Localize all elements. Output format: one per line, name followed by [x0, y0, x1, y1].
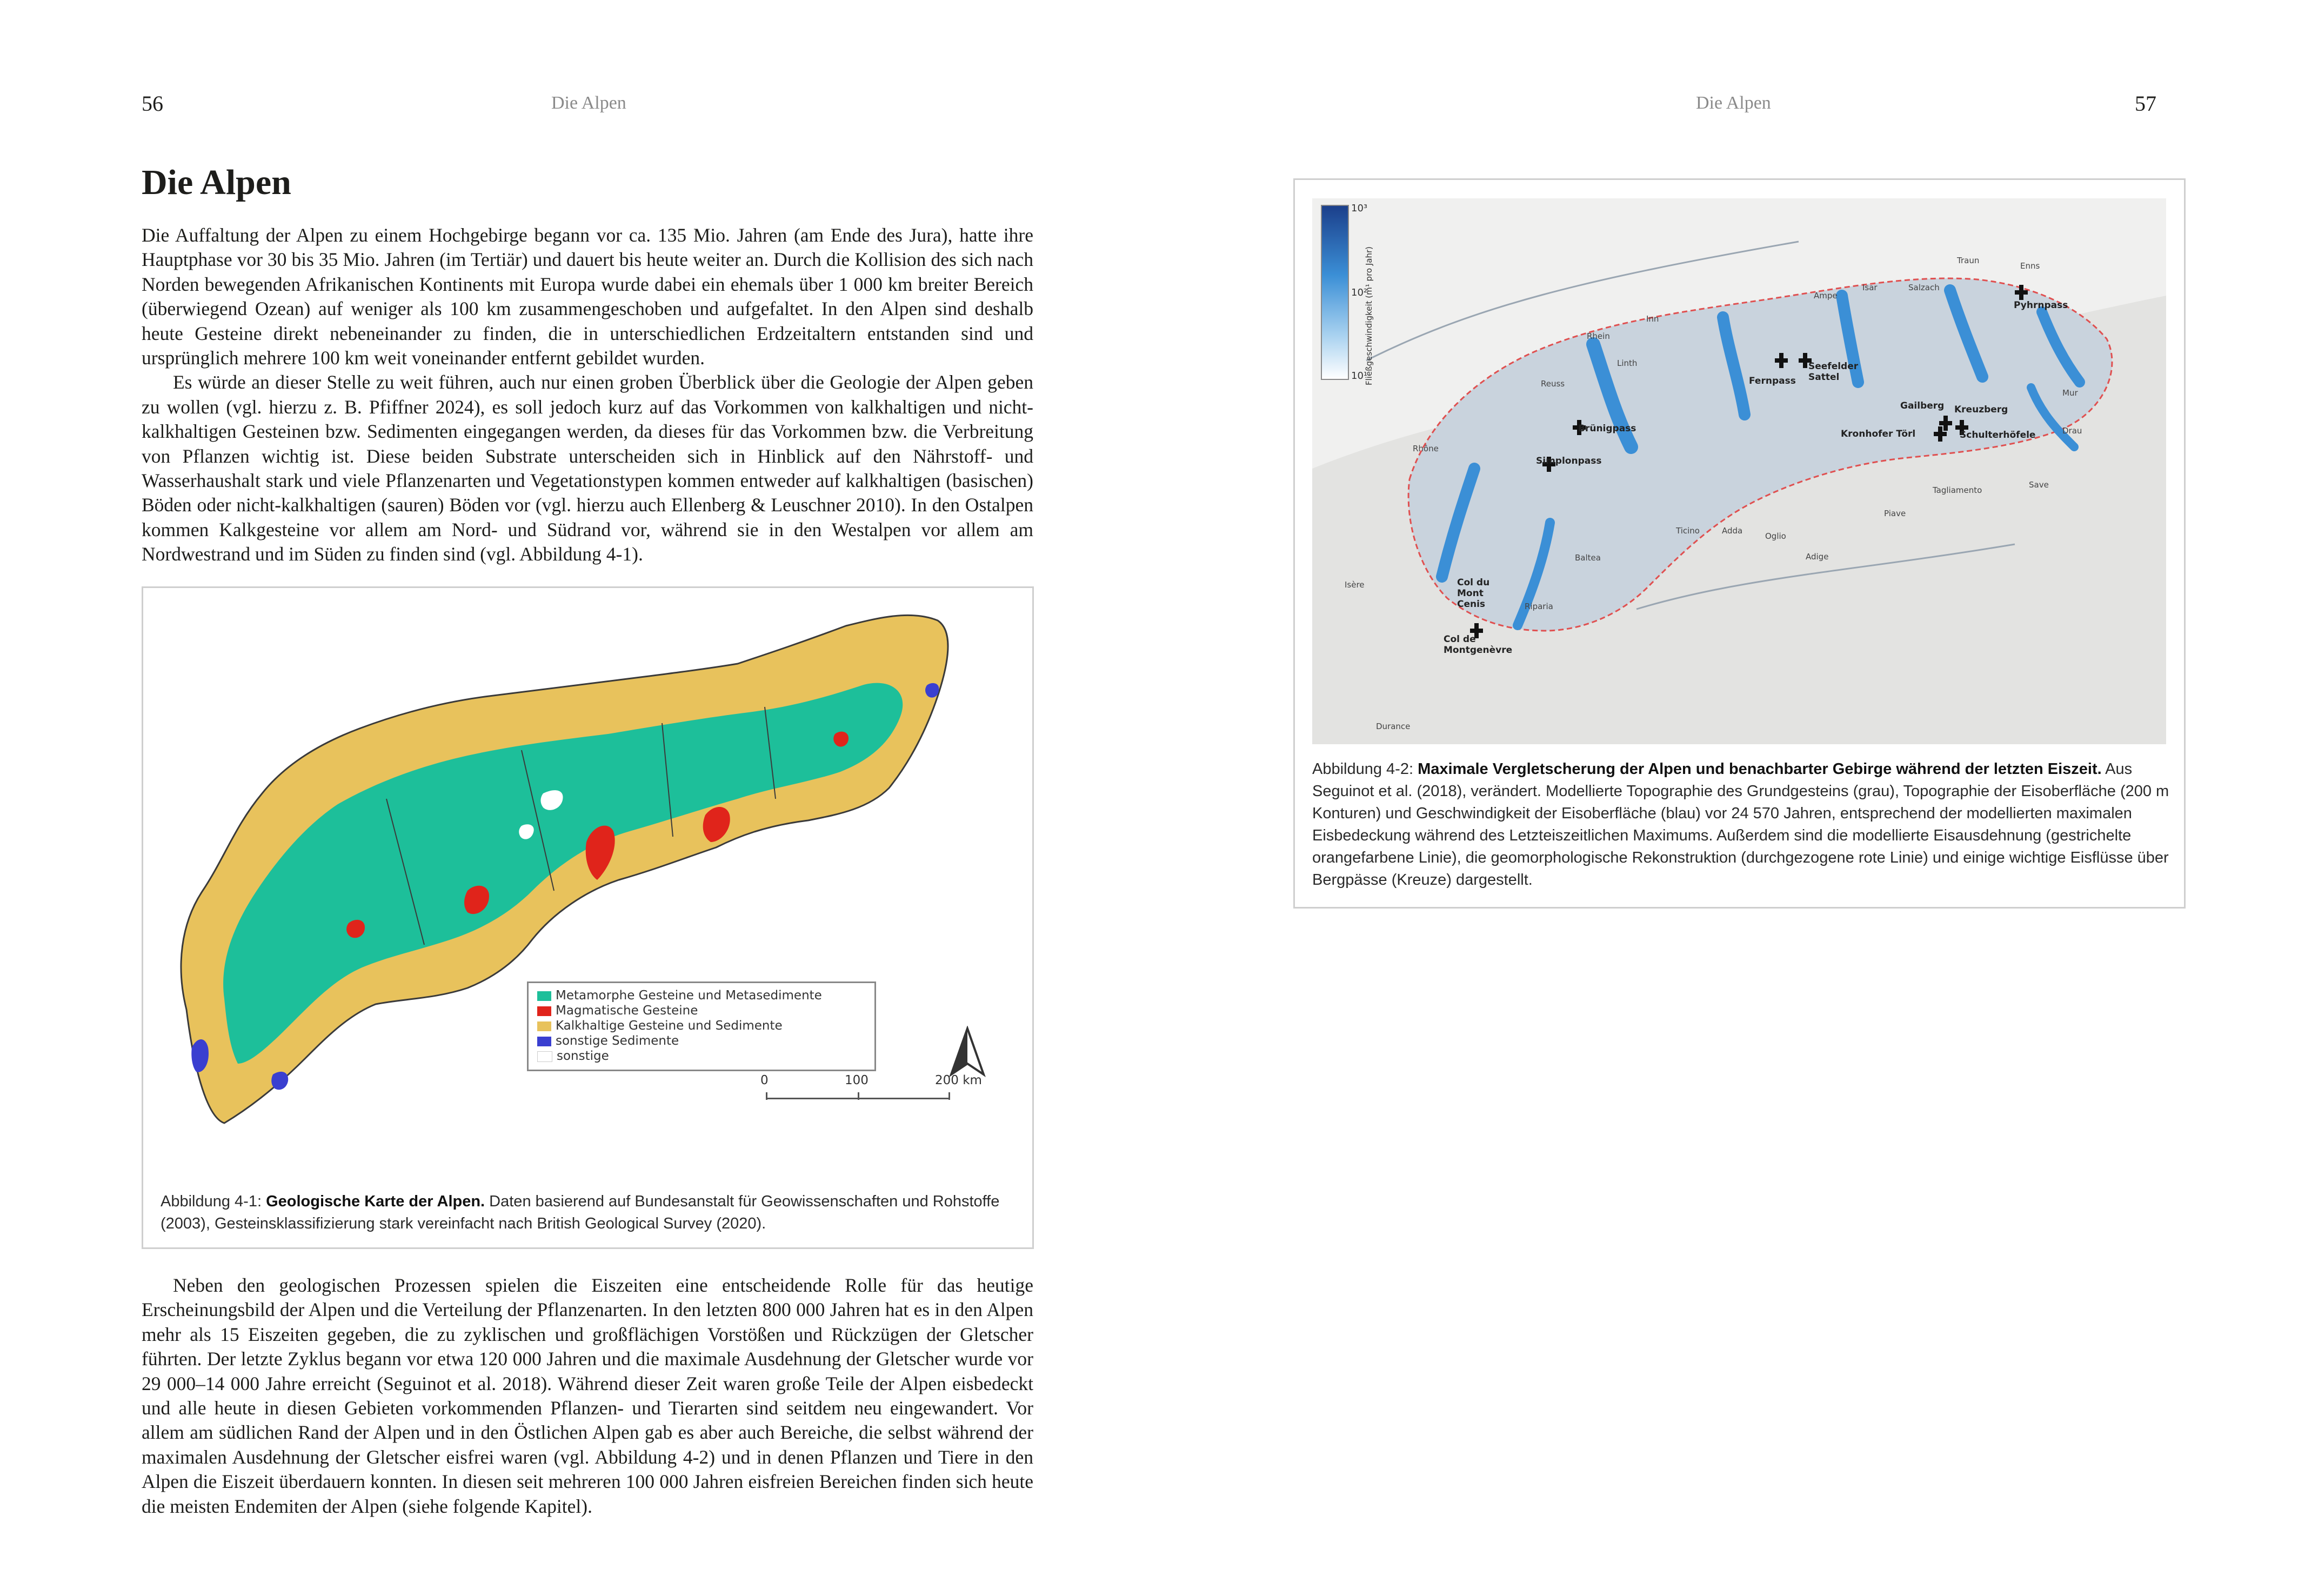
map-label: Rhône	[1413, 444, 1439, 453]
map-label: Salzach	[1908, 283, 1940, 292]
map-label: Baltea	[1575, 553, 1601, 563]
legend-item: Kalkhaltige Gesteine und Sedimente	[537, 1019, 783, 1033]
map-label: Isère	[1345, 580, 1365, 590]
colorbar-tick-100: 10²	[1351, 287, 1368, 298]
page-number-right: 57	[2135, 91, 2156, 116]
map-label: Save	[2029, 480, 2049, 490]
map-label: Mur	[2062, 388, 2078, 398]
map-label: Inn	[1646, 314, 1659, 324]
map-label: Isar	[1862, 283, 1878, 292]
paragraph-1: Die Auffaltung der Alpen zu einem Hochgebirge begann vor ca. 135 Mio. Jahren (am Ende des Jura), hatte ihre Hauptphase vor 30 bis 35 Mio. Jahren (im Tertiär) und dauert bis heute weiter an. Durch die Kollision des sich nach Norden bewegenden Afrikanischen Kontinents mit Europa wurde dabei ein ehemals über 1 000 km breiter Bereich (überwiegend Ozean) auf weniger als 100 km zusammengeschoben und aufgefaltet. In den Alpen sind deshalb heute Gesteine direkt nebeneinander zu finden, die in unterschiedlichen Erdzeitaltern entstanden sind und ursprünglich mehrere 100 km weit voneinander entfernt gebildet wurden.	[142, 224, 1033, 369]
scale-label-0: 0	[760, 1073, 769, 1087]
pass-label: Schulterhöfele	[1960, 430, 2036, 440]
map-label: Piave	[1884, 509, 1906, 518]
pass-label: Brünigpass	[1578, 423, 1636, 434]
map-label: Adda	[1722, 526, 1743, 536]
paragraph-3: Neben den geologischen Prozessen spielen die Eiszeiten eine entscheidende Rolle für das heutige Erscheinungsbild der Alpen und die Verteilung der Pflanzenarten. In den letzten 800 000 Jahren hat es in den Alpen mehr als 15 Eiszeiten gegeben, die zu zyklischen und großflächigen Vorstößen und Rückzügen der Gletscher führten. Der letzte Zyklus begann vor etwa 120 000 Jahren und die maximale Ausdehnung der Gletscher wurde vor 29 000–14 000 Jahre erreicht (Seguinot et al. 2018). Während dieser Zeit waren große Teile der Alpen eisbedeckt und alle heute in diesen Gebieten vorkommenden Pflanzen- und Tierarten sind seitdem neu eingewandert. Vor allem am südlichen Rand der Alpen und in den Östlichen Alpen gab es aber auch Bereiche, die selbst während der maximalen Ausdehnung der Gletscher eisfrei waren (vgl. Abbildung 4-2) und in denen Pflanzen und Tiere in den Alpen die Eiszeit überdauern konnten. In diesen seit mehreren 100 000 Jahren eisfreien Bereichen finden sich heute die meisten Endemiten der Alpen (siehe folgende Kapitel).	[142, 1274, 1033, 1517]
page-number-left: 56	[142, 91, 163, 116]
glaciation-map-graphic	[1312, 198, 2166, 744]
intro-text	[142, 223, 1033, 567]
pass-label: Gailberg	[1900, 400, 1945, 411]
figure1-caption: Abbildung 4-1: Geologische Karte der Alpen. Daten basierend auf Bundesanstalt für Geowissenschaften und Rohstoffe (2003), Gesteinsklassifizierung stark vereinfacht nach British Geological Survey (2020).	[161, 1193, 1000, 1232]
scale-label-200: 200 km	[935, 1073, 982, 1087]
sediment-patch	[271, 1072, 288, 1090]
running-head-left: Die Alpen	[551, 93, 626, 113]
scale-bar	[759, 1088, 976, 1104]
figure-geology-map	[142, 586, 1034, 1249]
glaciation-text	[142, 1273, 1033, 1519]
scale-label-100: 100	[845, 1073, 869, 1087]
legend-item: Metamorphe Gesteine und Metasedimente	[537, 989, 822, 1003]
map-label: Enns	[2020, 261, 2040, 271]
pass-label: Kreuzberg	[1954, 404, 2008, 415]
north-arrow-icon	[948, 1026, 986, 1080]
map-legend	[527, 981, 876, 1071]
pass-label: Col du Mont Cenis	[1457, 577, 1490, 610]
map-label: Riparia	[1525, 602, 1553, 611]
map-label: Ampe	[1814, 291, 1838, 300]
colorbar-tick-1000: 10³	[1351, 203, 1368, 214]
map-label: Traun	[1957, 256, 1980, 265]
map-label: Tagliamento	[1933, 485, 1982, 495]
map-label: Linth	[1617, 358, 1638, 368]
map-label: Reuss	[1541, 379, 1565, 389]
legend-swatch	[537, 1006, 551, 1016]
map-label: Adige	[1806, 552, 1829, 562]
legend-swatch	[537, 1021, 551, 1031]
map-label: Rhein	[1587, 331, 1610, 341]
legend-swatch	[537, 991, 551, 1001]
paragraph-2: Es würde an dieser Stelle zu weit führen, auch nur einen groben Überblick über die Geologie der Alpen geben zu wollen (vgl. hierzu z. B. Pfiffner 2024), es soll jedoch kurz auf das Vorkommen von kalkhaltigen und nicht-kalkhaltigen Gesteinen bzw. Sedimenten eingegangen werden, da dieses für das Vorkommen bzw. die Verbreitung von Pflanzen wichtig ist. Diese beiden Substrate unterscheiden sich in Hinblick auf den Nährstoff- und Wasserhaushalt stark und viele Pflanzenarten und Vegetationstypen kommen entweder auf kalkhaltigen (basischen) Böden oder nicht-kalkhaltigen (sauren) Böden vor (vgl. hierzu auch Ellenberg & Leuschner 2010). In den Ostalpen kommen Kalkgesteine vor allem am Nord- und Südrand vor, während sie in den Westalpen vor allem am Nordwestrand und im Süden zu finden sind (vgl. Abbildung 4-1).	[142, 371, 1033, 565]
map-label: Ticino	[1676, 526, 1700, 536]
pass-label: Fernpass	[1749, 376, 1796, 386]
page-title: Die Alpen	[142, 163, 291, 202]
map-label: Drau	[2062, 426, 2082, 436]
pass-label: Seefelder Sattel	[1808, 361, 1859, 383]
legend-item: sonstige	[537, 1049, 609, 1063]
velocity-colorbar	[1321, 205, 1349, 380]
legend-item: Magmatische Gesteine	[537, 1004, 698, 1018]
colorbar-tick-10: 10¹	[1351, 370, 1368, 382]
pass-label: Col de Montgenèvre	[1444, 634, 1513, 656]
map-label: Oglio	[1765, 531, 1786, 541]
figure-glaciation-map	[1293, 178, 2186, 909]
pass-label: Kronhofer Törl	[1841, 429, 1916, 439]
legend-swatch	[537, 1051, 552, 1062]
pass-label: Pyhrnpass	[2014, 300, 2068, 311]
figure2-caption: Abbildung 4-2: Maximale Vergletscherung der Alpen und benachbarter Gebirge während der letzten Eiszeit. Aus Seguinot et al. (2018), verändert. Modellierte Topographie des Grundgesteins (grau), Topographie der Eisoberfläche (200 m Konturen) und Geschwindigkeit der Eisoberfläche (blau) vor 24 570 Jahren, entsprechend der modellierten maximalen Eisbedeckung während des Letzteiszeitlichen Maximums. Außerdem sind die modellierte Eisausdehnung (gestrichelte orangefarbene Linie), die geomorphologische Rekonstruktion (durchgezogene rote Linie) und einige wichtige Eisflüsse über Bergpässe (Kreuze) dargestellt.	[1312, 760, 2169, 889]
running-head-right: Die Alpen	[1696, 93, 1771, 113]
map-label: Durance	[1376, 722, 1411, 731]
legend-item: sonstige Sedimente	[537, 1034, 679, 1048]
colorbar-label: Fließgeschwindigkeit (m¹ pro Jahr)	[1364, 246, 1374, 385]
pass-label: Simplonpass	[1536, 456, 1602, 466]
legend-swatch	[537, 1037, 551, 1046]
